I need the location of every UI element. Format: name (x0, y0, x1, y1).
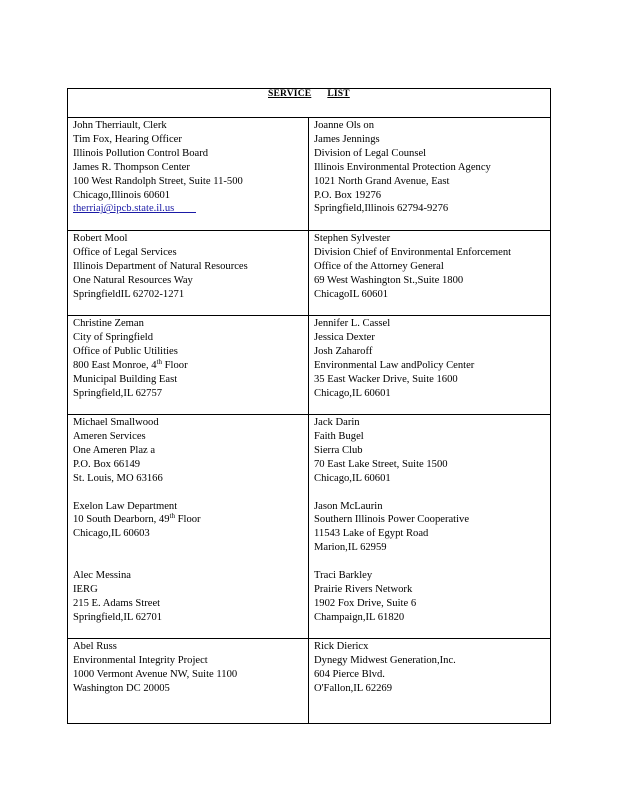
contact-line: P.O. Box 19276 (314, 189, 382, 201)
contact-line: Abel Russ (73, 641, 117, 652)
contact-line: John Therriault, Clerk (73, 120, 167, 131)
contact-cell (68, 231, 309, 316)
contact-line: One Ameren Plaz a (73, 444, 156, 456)
contact-line: Chicago,Illinois 60601 (73, 189, 171, 201)
contact-line: IERG (73, 584, 98, 596)
contact-line: Joanne Ols on (314, 120, 375, 131)
contact-line: 1000 Vermont Avenue NW, Suite 1100 (73, 668, 238, 680)
contact-cell (309, 316, 551, 415)
table-row (68, 316, 551, 415)
contact-line: One Natural Resources Way (73, 274, 193, 286)
table-row (68, 231, 551, 316)
contact-line: Division Chief of Environmental Enforcement (314, 246, 512, 258)
contact-cell (309, 639, 551, 724)
contact-line: Jennifer L. Cassel (314, 318, 391, 329)
contact-line: Environmental Law andPolicy Center (314, 359, 475, 371)
contact-line: Environmental Integrity Project (73, 654, 208, 666)
contact-line: 1021 North Grand Avenue, East (314, 175, 450, 187)
contact-line: 10 South Dearborn, 49th Floor (73, 512, 201, 526)
contact-line: Southern Illinois Power Cooperative (314, 514, 470, 526)
table-row (68, 415, 551, 639)
contact-line: Division of Legal Counsel (314, 147, 427, 159)
contact-cell (68, 118, 309, 231)
contact-cell (309, 231, 551, 316)
contact-line: Washington DC 20005 (73, 682, 170, 694)
contact-line: Robert Mool (73, 233, 128, 244)
contact-line: Office of Legal Services (73, 246, 177, 258)
contact-line: Rick Diericx (314, 641, 369, 652)
contact-line: James R. Thompson Center (73, 161, 190, 173)
contact-line: Christine Zeman (73, 318, 144, 329)
contact-line: Illinois Pollution Control Board (73, 147, 209, 159)
contact-line: Champaign,IL 61820 (314, 611, 405, 623)
contact-line: 604 Pierce Blvd. (314, 668, 385, 680)
contact-line: Dynegy Midwest Generation,Inc. (314, 654, 456, 666)
contact-line: Stephen Sylvester (314, 233, 391, 244)
contact-line: Marion,IL 62959 (314, 542, 387, 554)
contact-line: James Jennings (314, 133, 380, 145)
contact-line: Tim Fox, Hearing Officer (73, 133, 182, 145)
contact-line: Exelon Law Department (73, 500, 178, 512)
contact-line: Alec Messina (73, 570, 131, 582)
contact-line: Traci Barkley (314, 570, 373, 582)
contact-line: Municipal Building East (73, 373, 178, 385)
contact-line: P.O. Box 66149 (73, 458, 141, 470)
contact-line: O'Fallon,IL 62269 (314, 682, 393, 694)
contact-line: 11543 Lake of Egypt Road (314, 528, 429, 540)
contact-cell (68, 316, 309, 415)
contact-line: SpringfieldIL 62702-1271 (73, 288, 185, 300)
contact-line: Illinois Department of Natural Resources (73, 260, 248, 272)
contact-line: Springfield,IL 62701 (73, 611, 163, 623)
contact-cell (309, 118, 551, 231)
email-link[interactable]: therriaj@ipcb.state.il.us (73, 203, 175, 215)
table-row (68, 639, 551, 724)
table-header-row (68, 89, 551, 118)
contact-line: St. Louis, MO 63166 (73, 472, 163, 484)
contact-line: 100 West Randolph Street, Suite 11-500 (73, 175, 243, 187)
table-row (68, 118, 551, 231)
contact-cell (309, 415, 551, 639)
contact-line: Jason McLaurin (314, 500, 383, 512)
contact-line: Michael Smallwood (73, 417, 159, 428)
contact-line: Chicago,IL 60601 (314, 387, 391, 399)
contact-line: Josh Zaharoff (314, 345, 373, 357)
contact-line: Jack Darin (314, 417, 360, 428)
contact-line: 70 East Lake Street, Suite 1500 (314, 458, 448, 470)
contact-line: Jessica Dexter (314, 331, 375, 343)
contact-line: Office of Public Utilities (73, 345, 178, 357)
contact-line: City of Springfield (73, 331, 154, 343)
contact-line: Springfield,IL 62757 (73, 387, 163, 399)
service-list-table (67, 88, 551, 724)
contact-line: Ameren Services (73, 430, 146, 442)
contact-line: 1902 Fox Drive, Suite 6 (314, 597, 417, 609)
contact-line: 215 E. Adams Street (73, 598, 161, 610)
contact-line: Prairie Rivers Network (314, 584, 413, 596)
contact-line: Faith Bugel (314, 430, 364, 442)
contact-line: 800 East Monroe, 4th Floor (73, 357, 188, 371)
service-list-title: SERVICE LIST (268, 89, 350, 99)
contact-line: 35 East Wacker Drive, Suite 1600 (314, 373, 458, 385)
contact-line: Sierra Club (314, 444, 363, 456)
contact-cell (68, 415, 309, 639)
contact-cell (68, 639, 309, 724)
contact-line: Office of the Attorney General (314, 260, 444, 272)
contact-line: 69 West Washington St.,Suite 1800 (314, 274, 464, 286)
contact-line: Springfield,Illinois 62794-9276 (314, 203, 449, 215)
contact-line: Chicago,IL 60601 (314, 472, 391, 484)
contact-line: Chicago,IL 60603 (73, 528, 150, 540)
contact-line: ChicagoIL 60601 (314, 288, 389, 300)
contact-line: Illinois Environmental Protection Agency (314, 161, 491, 173)
